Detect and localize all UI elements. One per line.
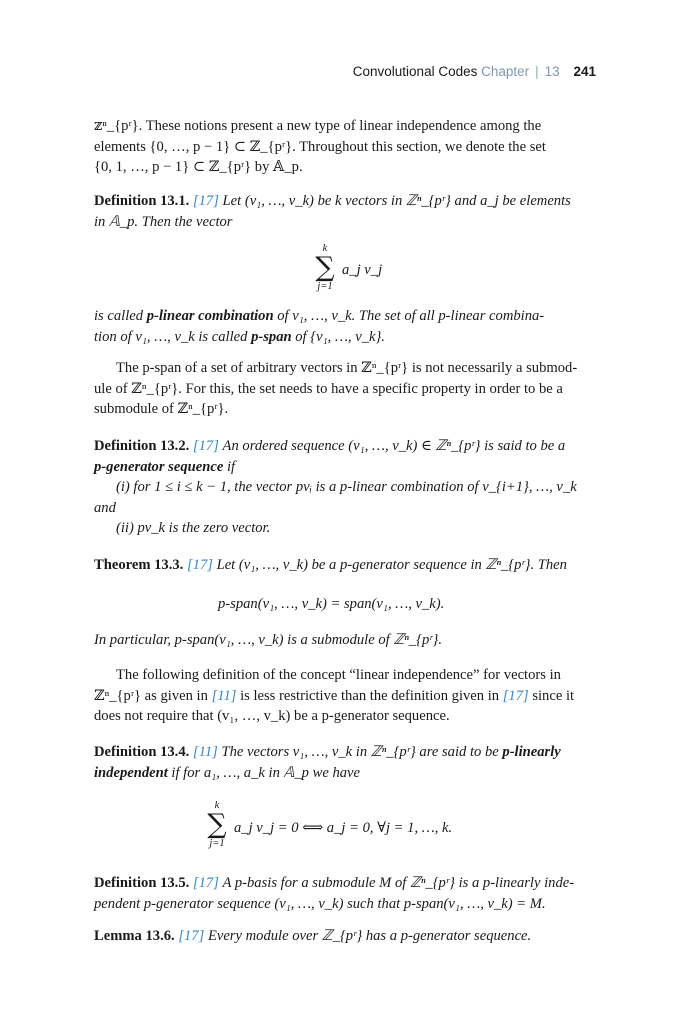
definition-label: Definition 13.2. [94,438,190,454]
definition-13-4: Definition 13.4. [11] The vectors v₁, …, v_k in ℤⁿ_{pʳ} are said to be p-linearly independent if for a₁, …, a_k in 𝔸_p we have [94,744,561,781]
citation-link[interactable]: [17] [186,557,213,573]
definition-text: Let (v₁, …, v_k) be k vectors in ℤⁿ_{pʳ} and a_j be elements [222,193,571,209]
summation-display [204,800,230,850]
definition-text: in 𝔸_p. Then the vector [94,213,233,230]
definition-13-5 [94,873,594,914]
sum-upper-limit: k [322,243,328,254]
paragraph-line: {0, 1, …, p − 1} ⊂ ℤ_{pʳ} by 𝔸_p. [94,159,303,175]
theorem-label: Theorem 13.3. [94,557,184,573]
paragraph-line: does not require that (v₁, …, v_k) be a p-generator sequence. [94,708,450,724]
page-number: 241 [573,64,596,79]
definition-label: Definition 13.4. [94,744,190,760]
defined-term: p-span [251,328,292,345]
header-title: Convolutional Codes [352,64,478,79]
paragraph-line: 𝕫ⁿ_{pʳ}. These notions present a new type of linear independence among the [94,118,542,134]
paragraph-linear-independence: The following definition of the concept “linear independence” for vectors in ℤⁿ_{pʳ} as given in [11] is less restrictive than the definition given in [17] since it does not require that (v₁, …, v_k) be a p-generator sequence. [94,665,594,727]
lemma-13-6 [94,926,594,947]
condition-i: (i) for 1 ≤ i ≤ k − 1, the vector pvᵢ is a p-linear combination of v_{i+1}, …, v_k [116,479,577,495]
citation-link[interactable]: [11] [211,687,237,704]
condition-ii: (ii) pv_k is the zero vector. [116,520,271,536]
sigma-symbol: ∑ [207,809,227,840]
defined-term: p-linear combination [146,308,274,324]
sum-lower-limit: j=1 [209,838,225,849]
definition-text: A p-basis for a submodule M of ℤⁿ_{pʳ} is a p-linearly inde- [222,875,575,891]
citation-link[interactable]: [17] [192,438,219,454]
defined-term: p-linearly [502,744,561,760]
independence-equation: a_j v_j = 0 ⟺ a_j = 0, ∀j = 1, …, k. [234,820,453,836]
defined-term: p-generator sequence [94,458,224,475]
definition-text: and [94,499,116,516]
sum-lower-limit: j=1 [317,281,333,292]
theorem-text: Let (v₁, …, v_k) be a p-generator sequence in ℤⁿ_{pʳ}. Then [216,557,567,573]
definition-text: pendent p-generator sequence (v₁, …, v_k) such that p-span(v₁, …, v_k) = M. [94,895,546,912]
sum-upper-limit: k [214,800,220,811]
definition-13-2: Definition 13.2. [17] An ordered sequence (v₁, …, v_k) ∈ ℤⁿ_{pʳ} is said to be a p-generator sequence if (i) for 1 ≤ i ≤ k − 1, the vector pvᵢ is a p-linear combination of v_{i+1}, …, v_k and (ii) pv_k is the zero vector. [94,436,594,539]
definition-13-1-continued: is called p-linear combination of v₁, …, v_k. The set of all p-linear combina- tion of v₁, …, v_k is called p-span of {v₁, …, v_k}. [94,308,545,345]
paragraph-line: The p-span of a set of arbitrary vectors in ℤⁿ_{pʳ} is not necessarily a submod- [116,360,578,376]
header-chapter-number: 13 [544,64,560,79]
theorem-display-equation: p-span(v₁, …, v_k) = span(v₁, …, v_k). [218,596,445,612]
header-chapter: Chapter [481,64,530,79]
citation-link[interactable]: [11] [192,744,218,760]
theorem-corollary-text: In particular, p-span(v₁, …, v_k) is a submodule of ℤⁿ_{pʳ}. [94,632,442,648]
paragraph-line: The following definition of the concept “linear independence” for vectors in [116,667,561,683]
citation-link[interactable]: [17] [502,687,529,704]
summation-display [312,243,338,293]
paragraph-line: ule of ℤⁿ_{pʳ}. For this, the set needs to have a specific property in order to be a [94,380,563,397]
paragraph-intro [94,116,594,178]
running-header: Convolutional Codes Chapter | 13 241 [352,64,596,79]
lemma-label: Lemma 13.6. [94,928,175,944]
paragraph-pspan [94,358,594,420]
summation-body: a_j v_j [342,262,383,278]
lemma-text: Every module over ℤ_{pʳ} has a p-generator sequence. [207,928,532,944]
paragraph-line: submodule of ℤⁿ_{pʳ}. [94,401,229,417]
citation-link[interactable]: [17] [178,928,205,944]
paragraph-line: elements {0, …, p − 1} ⊂ ℤ_{pʳ}. Throughout this section, we denote the set [94,138,546,155]
citation-link[interactable]: [17] [192,875,219,891]
definition-label: Definition 13.1. [94,193,190,209]
definition-label: Definition 13.5. [94,875,190,891]
definition-13-1 [94,191,594,232]
defined-term: independent [94,764,168,781]
sigma-symbol: ∑ [315,252,335,283]
definition-text: An ordered sequence (v₁, …, v_k) ∈ ℤⁿ_{pʳ} is said to be a [222,438,566,454]
citation-link[interactable]: [17] [192,193,219,209]
theorem-13-3 [94,555,594,576]
